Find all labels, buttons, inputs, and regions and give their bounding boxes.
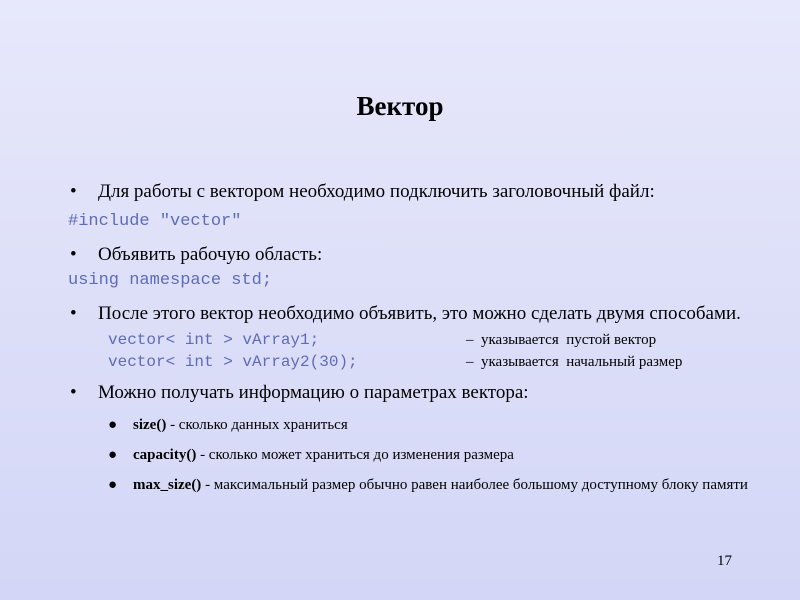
bullet-text: Для работы с вектором необходимо подключить заголовочный файл:	[98, 181, 655, 202]
sub-bullet-icon: ●	[108, 447, 118, 463]
bullet-text: После этого вектор необходимо объявить, это можно сделать двумя способами.	[98, 303, 741, 324]
code-include: #include "vector"	[68, 212, 242, 231]
bullet-include-header	[68, 178, 748, 205]
method-item-capacity	[108, 444, 748, 466]
method-item-max-size	[108, 474, 748, 496]
page-number: 17	[717, 553, 732, 569]
bullet-text: Можно получать информацию о параметрах вектора:	[98, 382, 529, 403]
declaration-desc: – указывается пустой вектор	[466, 332, 657, 348]
declaration-code: vector< int > vArray1;	[108, 331, 320, 349]
method-desc: - сколько данных храниться	[166, 417, 348, 433]
method-desc: - максимальный размер обычно равен наиболее большому доступному блоку памяти	[201, 477, 748, 493]
code-using: using namespace std;	[68, 271, 273, 290]
slide-title: Вектор	[356, 91, 444, 121]
methods-list	[108, 414, 748, 496]
declaration-code: vector< int > vArray2(30);	[108, 353, 358, 371]
bullet-icon: •	[70, 244, 77, 265]
declaration-examples	[108, 329, 748, 373]
declaration-desc: – указывается начальный размер	[466, 354, 683, 370]
bullet-icon: •	[70, 303, 77, 324]
bullet-icon: •	[70, 181, 77, 202]
method-name: max_size()	[133, 477, 202, 493]
slide-content	[68, 178, 748, 504]
declaration-row	[108, 329, 748, 351]
bullet-icon: •	[70, 382, 77, 403]
method-item-size	[108, 414, 748, 436]
bullet-info	[68, 379, 748, 406]
sub-bullet-icon: ●	[108, 417, 118, 433]
bullet-namespace	[68, 241, 748, 268]
declaration-row	[108, 351, 748, 373]
bullet-text: Объявить рабочую область:	[98, 244, 323, 265]
method-name: size()	[133, 417, 167, 433]
bullet-declare	[68, 300, 748, 327]
method-name: capacity()	[133, 447, 197, 463]
method-desc: - сколько может храниться до изменения размера	[196, 447, 514, 463]
sub-bullet-icon: ●	[108, 477, 118, 493]
